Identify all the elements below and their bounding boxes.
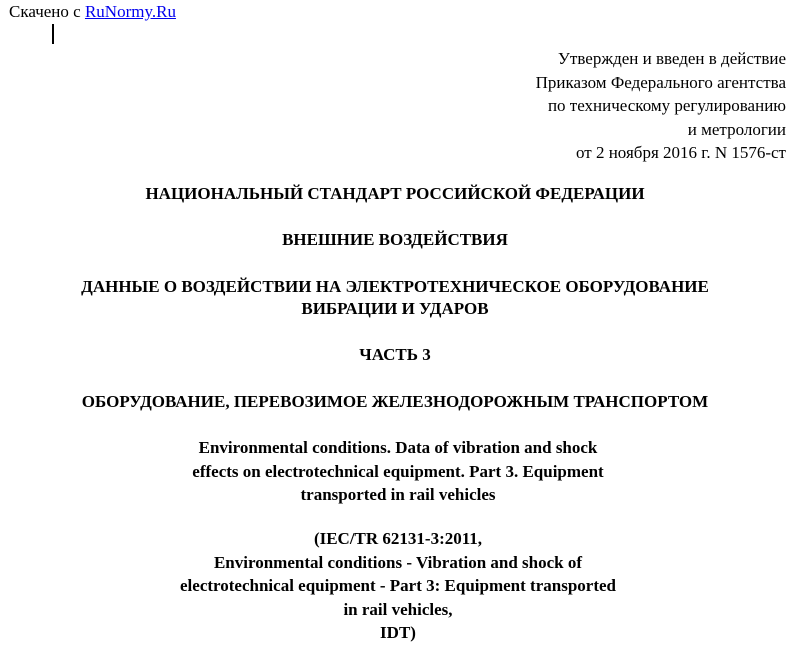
iec-reference-line: (IEC/TR 62131-3:2011, xyxy=(313,529,483,548)
source-note xyxy=(9,2,176,22)
iec-reference-line: IDT) xyxy=(380,623,416,642)
subtitle-heading: ОБОРУДОВАНИЕ, ПЕРЕВОЗИМОЕ ЖЕЛЕЗНОДОРОЖНЫМ ТРАНСПОРТОМ xyxy=(81,392,709,411)
iec-reference-line: electrotechnical equipment - Part 3: Equipment transported xyxy=(180,576,616,595)
document-title xyxy=(0,276,790,320)
approval-line: от 2 ноября 2016 г. N 1576-ст xyxy=(576,143,786,162)
english-title-line: effects on electrotechnical equipment. Part 3. Equipment xyxy=(192,461,604,481)
english-title-line: Environmental conditions. Data of vibration and shock xyxy=(198,438,598,457)
series-heading: ВНЕШНИЕ ВОЗДЕЙСТВИЯ xyxy=(282,230,508,249)
approval-line: Утвержден и введен в действие xyxy=(557,49,786,68)
approval-line: по техническому регулированию xyxy=(547,96,786,115)
standard-heading: НАЦИОНАЛЬНЫЙ СТАНДАРТ РОССИЙСКОЙ ФЕДЕРАЦИИ xyxy=(145,184,645,203)
source-prefix: Скачено с xyxy=(9,2,81,21)
approval-line: и метрологии xyxy=(687,119,786,139)
part-heading: ЧАСТЬ 3 xyxy=(359,345,431,364)
title-line: ВИБРАЦИИ И УДАРОВ xyxy=(301,299,489,318)
english-title xyxy=(0,436,790,507)
iec-reference xyxy=(0,527,790,645)
title-line: ДАННЫЕ О ВОЗДЕЙСТВИИ НА ЭЛЕКТРОТЕХНИЧЕСКОЕ ОБОРУДОВАНИЕ xyxy=(81,277,709,296)
text-cursor xyxy=(52,24,54,44)
approval-line: Приказом Федерального агентства xyxy=(535,72,786,92)
iec-reference-line: Environmental conditions - Vibration and shock of xyxy=(213,552,583,572)
source-link[interactable]: RuNormy.Ru xyxy=(84,2,176,21)
iec-reference-line: in rail vehicles, xyxy=(343,599,453,619)
approval-block xyxy=(386,47,786,165)
english-title-line: transported in rail vehicles xyxy=(300,485,496,504)
